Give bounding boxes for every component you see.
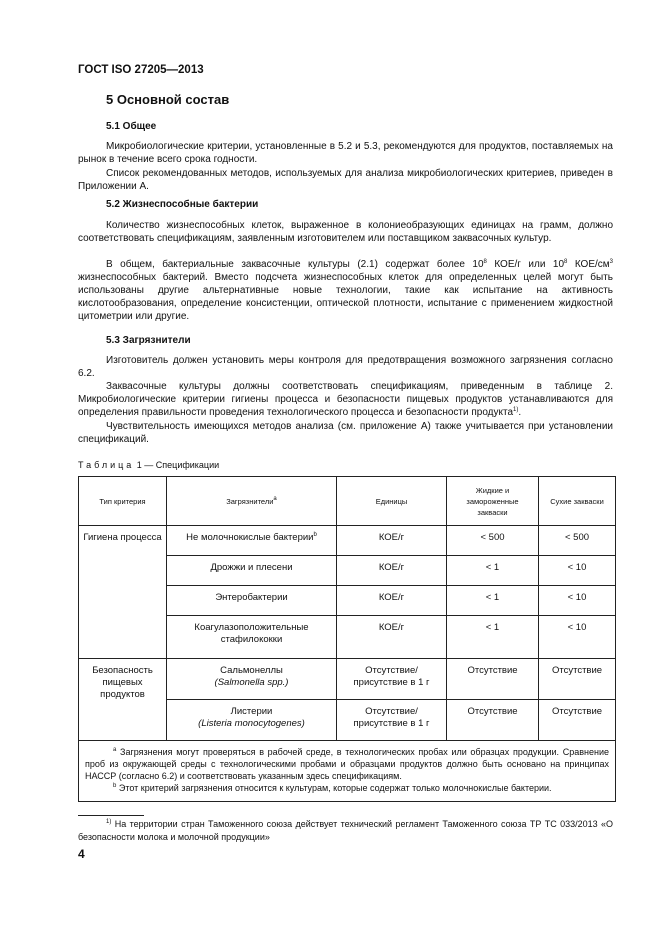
dry-value-cell: < 500 [539,526,616,556]
liquid-value-cell: < 1 [447,586,539,616]
dry-value-cell: < 10 [539,586,616,616]
liquid-value-cell: < 1 [447,556,539,586]
table-caption: Таблица 1 — Спецификации [78,460,220,470]
liquid-value-cell: < 1 [447,616,539,659]
dry-value-cell: Отсутствие [539,700,616,741]
table-note-a: $^a$ Загрязнения могут проверяться в рабочей среде, в технологических пробах или образцах продукции. Сравнение проб из окружающей среды с технологическими пробами и образцами продуктов должно быть основано на принципах НАССР (согласно 6.2) и соответствовать указанным здесь спецификациям. [85,747,609,781]
section-5-1-paragraph-2: Список рекомендованных методов, используемых для анализа микробиологических критериев, приведен в Приложении А. [78,168,613,192]
contaminant-cell: Энтеробактерии [167,586,337,616]
section-5-3-paragraph-3: Чувствительность имеющихся методов анализа (см. приложение А) также учитывается при установлении спецификаций. [78,421,613,445]
table-row [79,659,616,700]
section-5-title: 5 Основной состав [106,92,230,107]
section-5-3-paragraph-2: Заквасочные культуры должны соответствовать спецификациям, приведенным в таблице 2. Микробиологические критерии гигиены процесса и безопасности пищевых продуктов устанавливаются для определения правильности проведения технологического процесса и безопасности продукта$^{1)}$. [78,381,613,418]
header-liquid: Жидкие и замороженные закваски [447,477,539,526]
dry-value-cell: Отсутствие [539,659,616,700]
unit-cell: Отсутствие/ присутствие в 1 г [337,700,447,741]
unit-cell: КОЕ/г [337,556,447,586]
liquid-value-cell: Отсутствие [447,700,539,741]
contaminant-cell: Сальмонеллы (Salmonella spp.) [167,659,337,700]
section-5-2-paragraph-2: В общем, бактериальные заквасочные культуры (2.1) содержат более $10^8$ КОЕ/г или $10^8$ КОЕ/$см^3$ жизнеспособных бактерий. Вместо подсчета жизнеспособных клеток для определенных целей могут быть использованы другие альтернативные новые технологии, такие как испытание на активность кислотообразования, определение консистенции, оптической плотности, испытание с применением жидкостной цитометрии или другие. [78,259,613,322]
table-notes-row [79,741,616,802]
header-type: Тип критерия [79,477,167,526]
group-process-hygiene: Гигиена процесса [79,526,167,659]
section-5-1-title: 5.1 Общее [106,121,157,132]
contaminant-cell: Листерии (Listeria monocytogenes) [167,700,337,741]
unit-cell: КОЕ/г [337,616,447,659]
table-row [79,526,616,556]
group-food-safety: Безопасность пищевых продуктов [79,659,167,741]
contaminant-cell: Дрожжи и плесени [167,556,337,586]
unit-cell: КОЕ/г [337,586,447,616]
table-note-b: $^b$ Этот критерий загрязнения относится к культурам, которые содержат только молочнокислые бактерии. [113,783,552,793]
header-contaminants: Загрязнители$^a$ [167,477,337,526]
section-5-1-paragraph-1: Микробиологические критерии, установленные в 5.2 и 5.3, рекомендуются для продуктов, поставляемых на рынок в течение всего срока годности. [78,141,613,165]
liquid-value-cell: Отсутствие [447,659,539,700]
liquid-value-cell: < 500 [447,526,539,556]
unit-cell: Отсутствие/ присутствие в 1 г [337,659,447,700]
section-5-2-paragraph-1: Количество жизнеспособных клеток, выраженное в колониеобразующих единицах на грамм, должно соответствовать спецификациям, заявленным изготовителем или поставщиком заквасочных культур. [78,220,613,244]
header-dry: Сухие закваски [539,477,616,526]
dry-value-cell: < 10 [539,556,616,586]
contaminant-cell: Не молочнокислые бактерии$^b$ [167,526,337,556]
table-notes [79,741,616,802]
section-5-3-title: 5.3 Загрязнители [106,335,191,346]
section-5-2-title: 5.2 Жизнеспособные бактерии [106,199,259,210]
header-units: Единицы [337,477,447,526]
page-number: 4 [78,847,85,861]
specifications-table [78,476,616,802]
section-5-3-paragraph-1: Изготовитель должен установить меры контроля для предотвращения возможного загрязнения согласно 6.2. [78,355,613,379]
footnote-divider [78,815,144,816]
dry-value-cell: < 10 [539,616,616,659]
contaminant-cell: Коагулазоположительные стафилококки [167,616,337,659]
footnote: $^{1)}$ На территории стран Таможенного союза действует технический регламент Таможенного союза ТР ТС 033/2013 «О безопасности молока и молочной продукции» [78,819,613,842]
document-header: ГОСТ ISO 27205—2013 [78,64,204,76]
unit-cell: КОЕ/г [337,526,447,556]
